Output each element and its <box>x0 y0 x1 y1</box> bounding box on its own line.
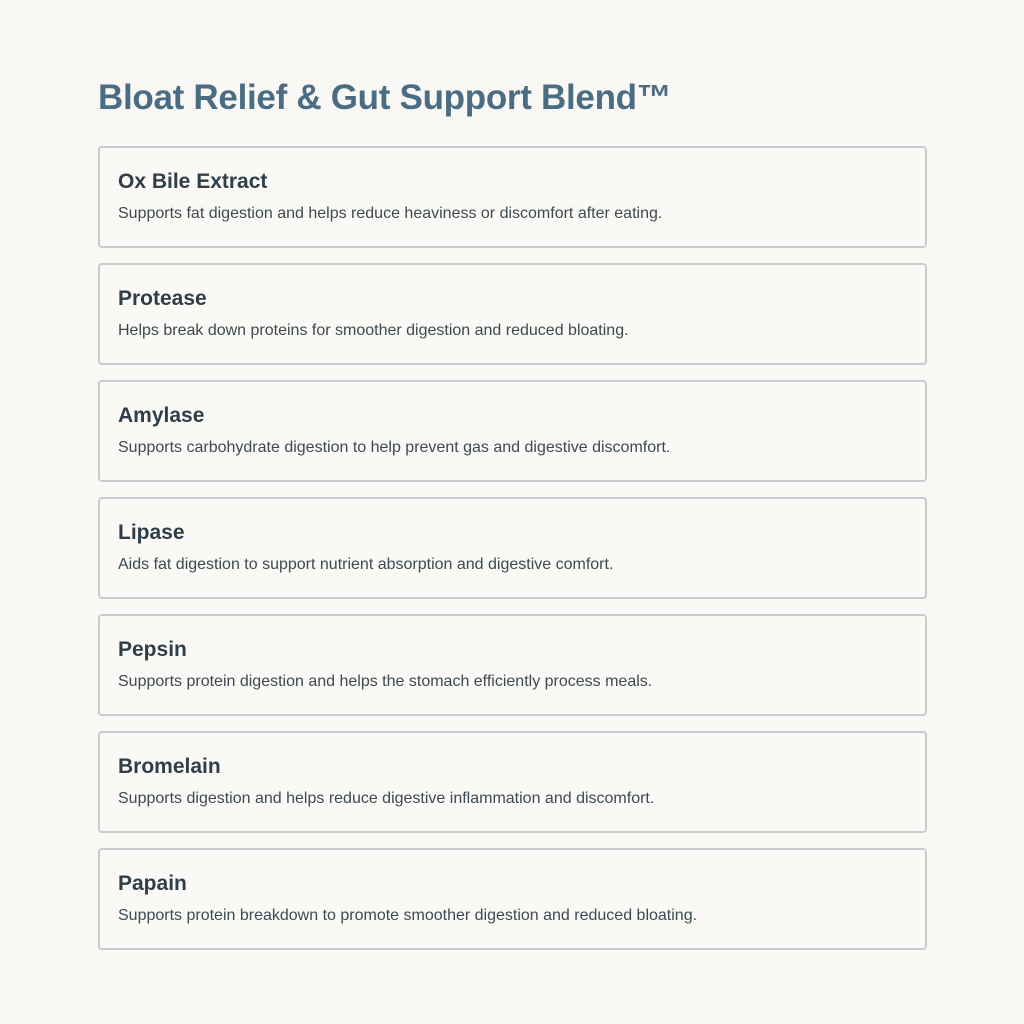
ingredient-panel <box>98 72 927 924</box>
ingredient-card-papain <box>98 848 927 950</box>
ingredient-name: Pepsin <box>118 638 187 661</box>
ingredient-name: Amylase <box>118 404 205 427</box>
ingredient-description: Supports digestion and helps reduce digestive inflammation and discomfort. <box>118 790 655 807</box>
ingredient-card-bromelain <box>98 731 927 833</box>
ingredient-description: Supports protein breakdown to promote smoother digestion and reduced bloating. <box>118 907 698 924</box>
ingredient-name: Papain <box>118 872 187 895</box>
ingredient-description: Supports fat digestion and helps reduce heaviness or discomfort after eating. <box>118 205 663 222</box>
ingredient-list <box>98 146 927 965</box>
ingredient-description: Supports carbohydrate digestion to help prevent gas and digestive discomfort. <box>118 439 671 456</box>
ingredient-name: Protease <box>118 287 207 310</box>
ingredient-card-protease <box>98 263 927 365</box>
ingredient-name: Lipase <box>118 521 185 544</box>
ingredient-name: Ox Bile Extract <box>118 170 268 193</box>
ingredient-name: Bromelain <box>118 755 221 778</box>
ingredient-description: Helps break down proteins for smoother digestion and reduced bloating. <box>118 322 629 339</box>
page-title: Bloat Relief & Gut Support Blend™ <box>98 78 672 117</box>
ingredient-description: Aids fat digestion to support nutrient absorption and digestive comfort. <box>118 556 614 573</box>
ingredient-card-lipase <box>98 497 927 599</box>
ingredient-card-amylase <box>98 380 927 482</box>
ingredient-card-pepsin <box>98 614 927 716</box>
ingredient-card-ox-bile-extract <box>98 146 927 248</box>
ingredient-description: Supports protein digestion and helps the stomach efficiently process meals. <box>118 673 653 690</box>
